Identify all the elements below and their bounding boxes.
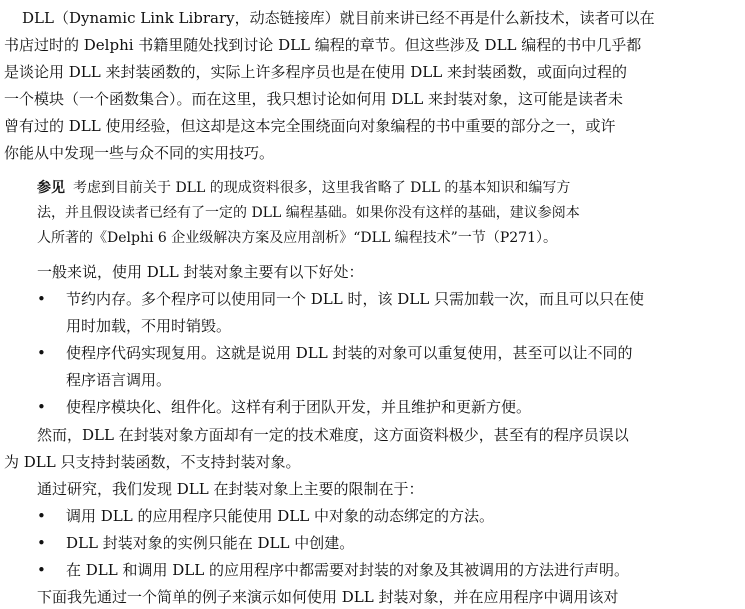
limit-3: 在 DLL 和调用 DLL 的应用程序中都需要对封装的对象及其被调用的方法进行声明。 [66, 561, 629, 579]
intro-line-6: 你能从中发现一些与众不同的实用技巧。 [4, 144, 275, 162]
difficulty-line-1: 然而，DLL 在封装对象方面却有一定的技术难度，这方面资料极少，甚至有的程序员误以 [37, 426, 629, 444]
intro-line-3: 是谈论用 DLL 来封装函数的，实际上许多程序员也是在使用 DLL 来封装函数，或面向过程的 [4, 63, 627, 81]
note-line-3: 人所著的《Delphi 6 企业级解决方案及应用剖析》“DLL 编程技术”一节（P271）。 [37, 230, 557, 246]
advantages-intro: 一般来说，使用 DLL 封装对象主要有以下好处： [37, 263, 364, 281]
advantage-1-line-1: 节约内存。多个程序可以使用同一个 DLL 时，该 DLL 只需加载一次，而且可以只在使 [66, 290, 644, 308]
bullet-3: • [37, 398, 46, 416]
advantage-3-line-1: 使程序模块化、组件化。这样有利于团队开发，并且维护和更新方便。 [66, 398, 532, 416]
closing-line: 下面我先通过一个简单的例子来演示如何使用 DLL 封装对象，并在应用程序中调用该对 [37, 588, 619, 606]
advantage-2-line-1: 使程序代码实现复用。这就是说用 DLL 封装的对象可以重复使用，甚至可以让不同的 [66, 344, 633, 362]
note-text-1: 考虑到目前关于 DLL 的现成资料很多，这里我省略了 DLL 的基本知识和编写方 [73, 180, 571, 196]
intro-line-4: 一个模块（一个函数集合）。而在这里，我只想讨论如何用 DLL 来封装对象，这可能是读者未 [4, 90, 623, 108]
advantage-2-line-2: 程序语言调用。 [66, 371, 172, 389]
limits-intro: 通过研究，我们发现 DLL 在封装对象上主要的限制在于： [37, 480, 424, 498]
bullet-5: • [37, 534, 46, 552]
bullet-1: • [37, 290, 46, 308]
bullet-4: • [37, 507, 46, 525]
note-label: 参见 [37, 180, 65, 196]
difficulty-line-2: 为 DLL 只支持封装函数，不支持封装对象。 [4, 453, 301, 471]
intro-line-1: DLL（Dynamic Link Library，动态链接库）就目前来讲已经不再是什么新技术，读者可以在 [22, 9, 655, 27]
advantage-1-line-2: 用时加载，不用时销毁。 [66, 317, 232, 335]
note-line-1 [37, 178, 570, 200]
bullet-6: • [37, 561, 46, 579]
limit-2: DLL 封装对象的实例只能在 DLL 中创建。 [66, 534, 355, 552]
intro-line-5: 曾有过的 DLL 使用经验，但这却是这本完全围绕面向对象编程的书中重要的部分之一，或许 [4, 117, 616, 135]
limit-1: 调用 DLL 的应用程序只能使用 DLL 中对象的动态绑定的方法。 [66, 507, 494, 525]
bullet-2: • [37, 344, 46, 362]
intro-line-2: 书店过时的 Delphi 书籍里随处找到讨论 DLL 编程的章节。但这些涉及 DLL 编程的书中几乎都 [4, 36, 642, 54]
note-line-2: 法，并且假设读者已经有了一定的 DLL 编程基础。如果你没有这样的基础，建议参阅本 [37, 205, 580, 221]
